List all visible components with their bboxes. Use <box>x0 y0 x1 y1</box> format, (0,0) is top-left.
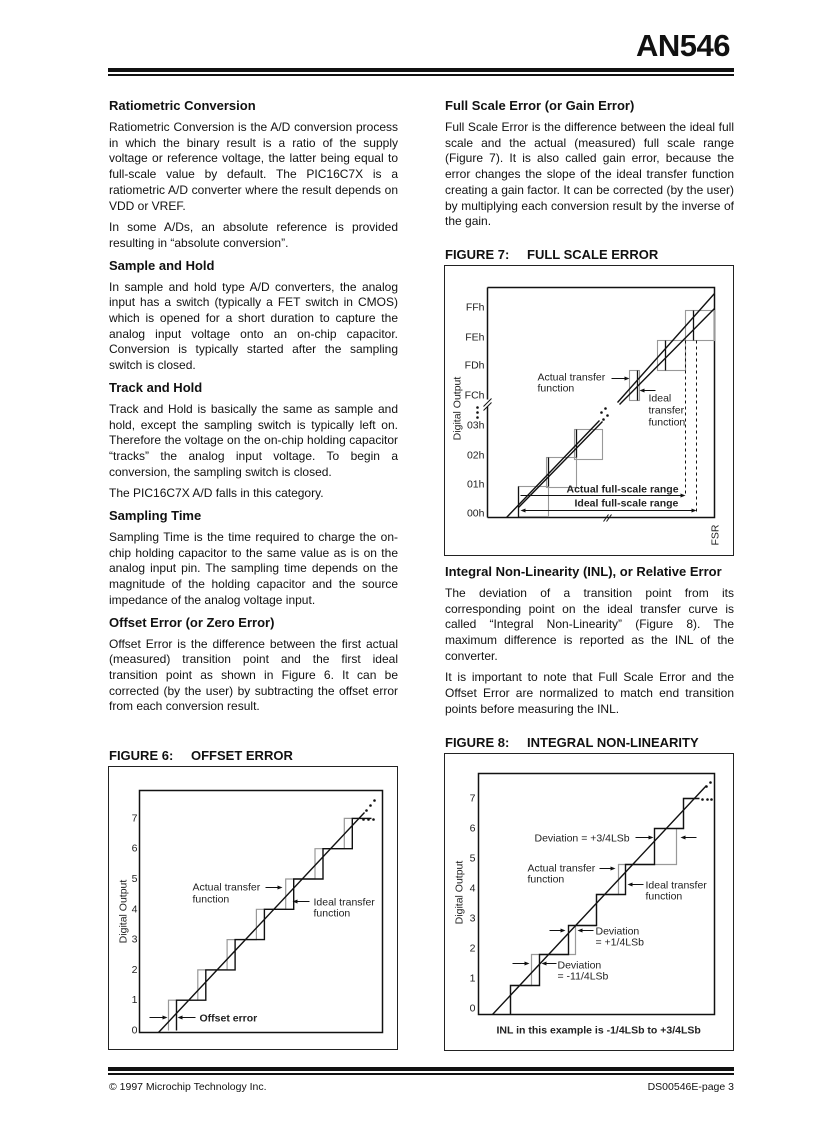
header-rule-thin <box>108 74 734 76</box>
figure7-ytick: FEh <box>465 331 485 344</box>
paragraph-ratiometric-1: Ratiometric Conversion is the A/D conversion process in which the binary result is a ratio of the supply voltage or reference voltage, the latter being equal to full-scale value by default. The PIC16C7X is a ratiometric A/D converter where the result depends on VDD or VREF. <box>109 120 398 213</box>
figure8-number: FIGURE 8: <box>445 734 510 750</box>
figure6-ytick: 3 <box>131 933 138 946</box>
figure8-box <box>444 753 734 1051</box>
figure8-dev3-label-1: Deviation <box>557 959 602 972</box>
figure7-ylabel: Digital Output <box>451 376 464 441</box>
figure6-ideal-label-1: Ideal transfer <box>313 896 375 909</box>
figure6-ytick: 7 <box>131 812 138 825</box>
figure6-title <box>109 748 398 764</box>
figure6-ylabel: Digital Output <box>117 879 130 944</box>
figure8-ylabel: Digital Output <box>453 860 466 924</box>
paragraph-track-hold-1: Track and Hold is basically the same as sample and hold, except the sampling switch is typically left on. Therefore the voltage on the on-chip holding capacitor “tracks” the analog input voltage. To begin a conversion, the sampling switch is closed. <box>109 401 398 479</box>
figure7-ytick: FCh <box>464 389 485 402</box>
figure8-ytick: 5 <box>469 852 476 865</box>
figure7-ideal-label-3: function <box>648 416 686 429</box>
figure8-ideal-label-2: function <box>645 890 683 903</box>
figure8-dev1-label: Deviation = +3/4LSb <box>534 832 630 845</box>
figure7-actual-label-2: function <box>537 382 575 395</box>
paragraph-sample-hold: In sample and hold type A/D converters, the analog input has a switch (typically a FET switch in CMOS) which is opened for a short duration to capture the analog input voltage onto an on-chip capacitor. Conversion is typically started after the sampling switch is closed. <box>109 279 398 373</box>
figure6-ytick: 0 <box>131 1024 138 1037</box>
figure8-ytick: 0 <box>469 1002 476 1015</box>
figure7-name: FULL SCALE ERROR <box>527 246 659 262</box>
heading-track-hold: Track and Hold <box>109 379 203 395</box>
figure6-box <box>108 766 398 1050</box>
figure8-ytick: 6 <box>469 822 476 835</box>
figure6-continuation-dots <box>362 799 376 821</box>
heading-inl: Integral Non-Linearity (INL), or Relative Error <box>445 563 722 579</box>
figure8-ideal-label-1: Ideal transfer <box>645 879 707 892</box>
figure7-xlabel: FSR <box>709 524 722 546</box>
figure7-chart <box>445 266 732 554</box>
figure6-ideal-label-2: function <box>313 907 351 920</box>
figure7-actual-label-1: Actual transfer <box>537 371 606 384</box>
figure6-offset-label: Offset error <box>199 1012 258 1025</box>
figure8-chart <box>445 754 732 1049</box>
figure6-ytick: 6 <box>131 842 138 855</box>
figure7-title <box>445 247 734 263</box>
paragraph-ratiometric-2: In some A/Ds, an absolute reference is provided resulting in “absolute conversion”. <box>109 220 398 250</box>
figure7-box <box>444 265 734 556</box>
left-column <box>108 98 398 1050</box>
paragraph-inl-2: It is important to note that Full Scale Error and the Offset Error are normalized to match end transition points before measuring the INL. <box>445 670 734 716</box>
figure7-ytick: FFh <box>465 301 485 314</box>
paragraph-offset-error: Offset Error is the difference between the first actual (measured) transition point and the first ideal transition point as shown in Figure 6. It can be corrected (by the user) by subtracting the offset error from each conversion result. <box>109 636 398 714</box>
figure8-ytick: 3 <box>469 912 476 925</box>
document-id: AN546 <box>636 28 730 63</box>
figure7-ytick: 01h <box>466 478 485 491</box>
figure6-ytick: 2 <box>131 963 138 976</box>
paragraph-sampling-time: Sampling Time is the time required to charge the on-chip holding capacitor to the same value as is on the analog input pin. The sampling time depends on the magnitude of the holding capacitor and the source impedance of the analog voltage input. <box>109 530 398 607</box>
paragraph-track-hold-2: The PIC16C7X A/D falls in this category. <box>109 486 324 501</box>
figure8-ytick: 2 <box>469 942 476 955</box>
figure7-ytick: 02h <box>466 449 485 462</box>
figure6-actual-staircase <box>177 818 372 1030</box>
figure7-ytick: 03h <box>466 419 485 432</box>
footer-copyright: © 1997 Microchip Technology Inc. <box>109 1081 267 1093</box>
heading-sample-hold: Sample and Hold <box>109 257 215 273</box>
figure7-ideal-range-label: Ideal full-scale range <box>574 497 679 510</box>
figure7-actual-range-label: Actual full-scale range <box>566 483 679 496</box>
footer-rule <box>108 1067 734 1071</box>
footer-rule-thin <box>108 1073 734 1075</box>
figure6-ytick: 5 <box>131 873 138 886</box>
figure8-title <box>445 735 734 751</box>
figure6-number: FIGURE 6: <box>109 748 174 764</box>
paragraph-full-scale: Full Scale Error is the difference between the ideal full scale and the actual (measured) full scale range (Figure 7). It is also called gain error, because the error changes the slope of the ideal transfer function creating a gain factor. It can be corrected (by the user) by multiplying each conversion result by the inverse of the gain. <box>445 120 734 229</box>
heading-offset-error: Offset Error (or Zero Error) <box>109 614 275 630</box>
heading-full-scale: Full Scale Error (or Gain Error) <box>445 98 635 113</box>
figure6-name: OFFSET ERROR <box>191 748 293 764</box>
figure7-ytick: 00h <box>466 507 485 520</box>
figure8-dev2-label-2: = +1/4LSb <box>595 936 644 949</box>
figure8-ytick: 4 <box>469 882 476 895</box>
figure8-name: INTEGRAL NON-LINEARITY <box>527 734 699 750</box>
paragraph-inl-1: The deviation of a transition point from its corresponding point on the ideal transfer curve is called “Integral Non-Linearity” (Figure 8). The maximum difference is reported as the INL of the converter. <box>445 585 734 663</box>
figure6-ytick: 4 <box>131 903 138 916</box>
figure6-actual-label-1: Actual transfer <box>192 881 261 894</box>
figure6-ideal-staircase <box>169 818 372 1030</box>
figure6-ideal-line <box>159 813 365 1033</box>
figure6-actual-label-2: function <box>192 893 230 906</box>
figure7-ideal-line-b <box>620 308 715 404</box>
figure6-ytick: 1 <box>131 994 138 1007</box>
figure6-chart <box>109 767 396 1048</box>
figure8-dev3-label-2: = -11/4LSb <box>557 970 609 983</box>
figure7-ideal-label-1: Ideal <box>648 392 672 405</box>
heading-ratiometric: Ratiometric Conversion <box>109 98 256 113</box>
figure7-number: FIGURE 7: <box>445 246 510 262</box>
figure7-ytick: FDh <box>464 359 485 372</box>
header-rule <box>108 68 734 72</box>
heading-sampling-time: Sampling Time <box>109 508 202 524</box>
figure8-actual-label-1: Actual transfer <box>527 862 596 875</box>
figure8-ytick: 1 <box>469 972 476 985</box>
right-column <box>444 98 734 1051</box>
figure8-dev2-label-1: Deviation <box>595 925 640 938</box>
figure7-ideal-label-2: transfer <box>648 404 685 417</box>
figure8-ytick: 7 <box>469 792 476 805</box>
footer-page-number: DS00546E-page 3 <box>647 1081 734 1093</box>
figure7-actual-line-b <box>618 293 715 405</box>
figure8-caption: INL in this example is -1/4LSb to +3/4LSb <box>496 1024 701 1037</box>
figure8-actual-label-2: function <box>527 873 565 886</box>
